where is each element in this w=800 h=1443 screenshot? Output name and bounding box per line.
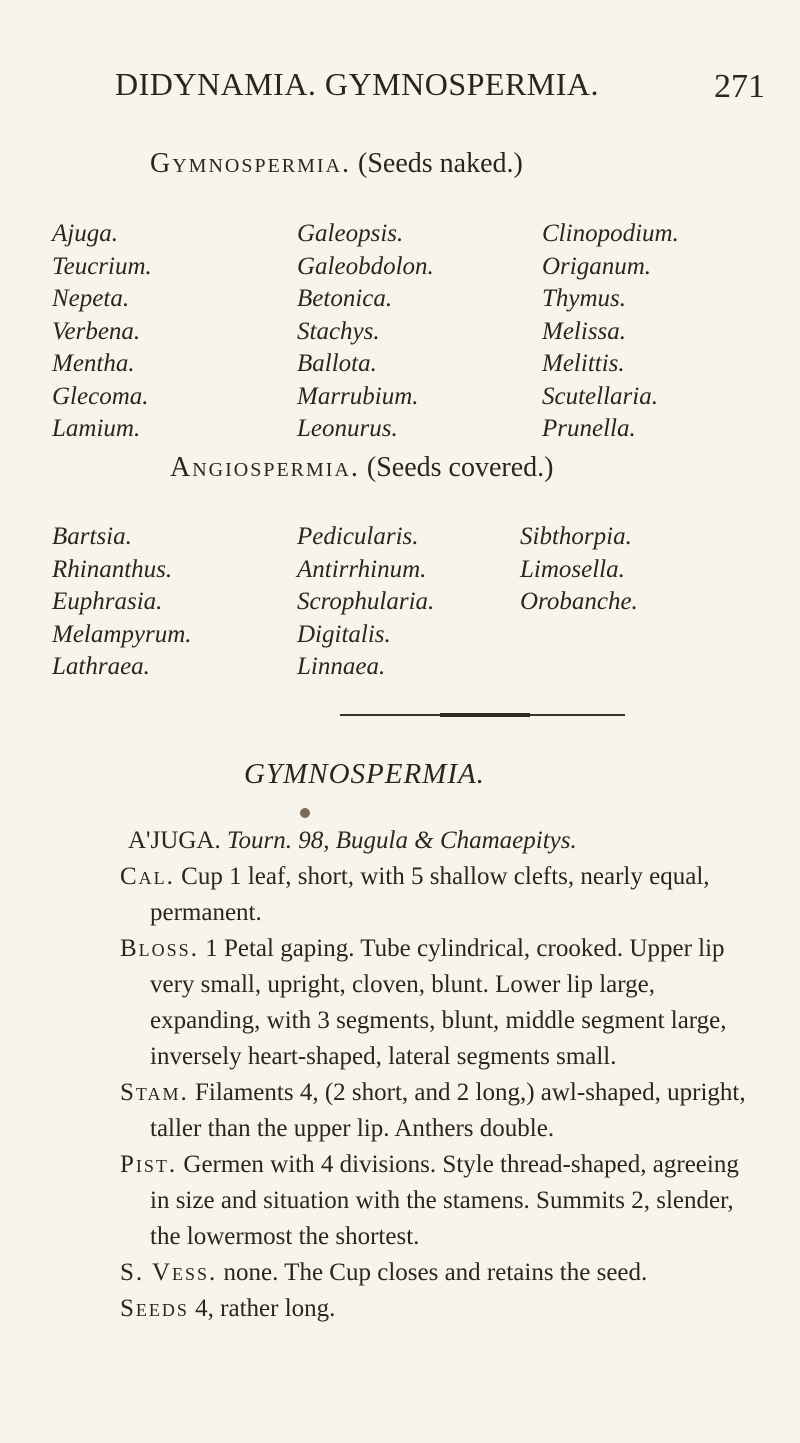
seeds-label: Seeds	[120, 1295, 189, 1322]
genus-name: Glecoma.	[52, 382, 149, 410]
seeds-text: 4, rather long.	[195, 1295, 336, 1322]
section-divider	[340, 714, 625, 716]
blossom-entry	[120, 931, 760, 1075]
genus-name: Leonurus.	[297, 415, 398, 442]
genus-name: Melampyrum.	[52, 620, 192, 648]
genus-name: Mentha.	[52, 350, 135, 377]
page-number: 271	[714, 68, 765, 105]
angiospermia-heading	[170, 452, 554, 484]
printer-ornament-icon	[300, 808, 310, 818]
gymnospermia-heading-name: Gymnospermia.	[150, 148, 352, 179]
blossom-text: 1 Petal gaping. Tube cylindrical, crooked. Upper lip very small, upright, cloven, blunt. Lower lip large, expanding, with 3 segments, blunt, middle segment large, inversely heart-shaped, lateral segments small.	[150, 935, 727, 1070]
genus-name: Marrubium.	[297, 382, 419, 410]
genus-name-heading: A'JUGA.	[128, 827, 221, 854]
genus-name: Betonica.	[297, 285, 393, 312]
gymnospermia-heading	[150, 148, 523, 180]
section-title: GYMNOSPERMIA.	[244, 758, 485, 790]
genus-name: Digitalis.	[297, 620, 391, 648]
genus-name: Galeopsis.	[297, 220, 404, 247]
calyx-text: Cup 1 leaf, short, with 5 shallow clefts, nearly equal, permanent.	[150, 863, 710, 926]
genus-name: Lathraea.	[52, 653, 150, 680]
genus-name: Verbena.	[52, 317, 141, 345]
genus-name: Clinopodium.	[542, 220, 679, 247]
genus-name: Ballota.	[297, 350, 377, 377]
genus-name: Scutellaria.	[542, 382, 658, 410]
gymnospermia-genera-col-2	[297, 218, 434, 446]
calyx-label: Cal.	[120, 863, 175, 890]
angiospermia-genera-col-2	[297, 521, 434, 684]
genus-name: Linnaea.	[297, 653, 386, 680]
angiospermia-genera-col-3	[520, 521, 638, 619]
genus-name: Melissa.	[542, 317, 627, 345]
pistil-entry	[120, 1147, 760, 1255]
genus-description	[120, 823, 760, 1327]
genus-name: Stachys.	[297, 317, 380, 345]
genus-name: Orobanche.	[520, 588, 638, 615]
pistil-text: Germen with 4 divisions. Style thread-shaped, agreeing in size and situation with the stamens. Summits 2, slender, the lowermost the shortest.	[150, 1151, 739, 1250]
genus-name: Rhinanthus.	[52, 555, 173, 583]
genus-name: Nepeta.	[52, 285, 130, 312]
genus-heading-line	[120, 823, 760, 859]
seed-vessel-label: S. Vess.	[120, 1259, 218, 1286]
gymnospermia-genera-col-1	[52, 218, 152, 446]
genus-name: Galeobdolon.	[297, 252, 434, 280]
stamens-label: Stam.	[120, 1079, 189, 1106]
seed-vessel-entry	[120, 1255, 760, 1291]
gymnospermia-heading-note: (Seeds naked.)	[358, 148, 523, 179]
genus-references: Tourn. 98, Bugula & Chamaepitys.	[226, 827, 577, 854]
genus-name: Teucrium.	[52, 252, 152, 280]
seeds-entry	[120, 1291, 760, 1327]
genus-name: Melittis.	[542, 350, 625, 377]
angiospermia-heading-name: Angiospermia.	[170, 452, 360, 483]
genus-name: Euphrasia.	[52, 588, 163, 615]
angiospermia-genera-col-1	[52, 521, 192, 684]
genus-name: Antirrhinum.	[297, 555, 427, 583]
genus-name: Thymus.	[542, 285, 627, 312]
calyx-entry	[120, 859, 760, 931]
seed-vessel-text: none. The Cup closes and retains the seed.	[223, 1259, 648, 1286]
genus-name: Prunella.	[542, 415, 636, 442]
genus-name: Scrophularia.	[297, 588, 435, 615]
genus-name: Origanum.	[542, 252, 652, 280]
pistil-label: Pist.	[120, 1151, 178, 1178]
angiospermia-heading-note: (Seeds covered.)	[366, 452, 554, 483]
blossom-label: Bloss.	[120, 935, 199, 962]
genus-name: Limosella.	[520, 555, 625, 583]
stamens-text: Filaments 4, (2 short, and 2 long,) awl-shaped, upright, taller than the upper lip. Anthers double.	[150, 1079, 746, 1142]
genus-name: Bartsia.	[52, 523, 132, 550]
genus-name: Lamium.	[52, 415, 141, 442]
genus-name: Sibthorpia.	[520, 523, 632, 550]
gymnospermia-genera-col-3	[542, 218, 679, 446]
genus-name: Pedicularis.	[297, 523, 419, 550]
running-head: DIDYNAMIA. GYMNOSPERMIA.	[115, 66, 600, 102]
stamens-entry	[120, 1075, 760, 1147]
genus-name: Ajuga.	[52, 220, 118, 247]
